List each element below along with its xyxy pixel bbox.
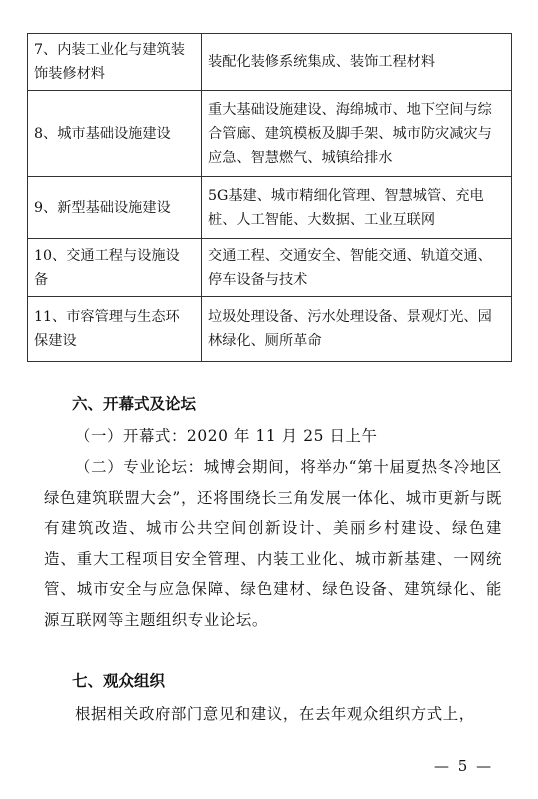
table-row [28, 297, 512, 362]
forum-paragraph: （二）专业论坛：城博会期间，将举办“第十届夏热冬冷地区绿色建筑联盟大会”，还将围绕长三角发展一体化、城市更新与既有建筑改造、城市公共空间创新设计、美丽乡村建设、绿色建造、重大工程项目安全管理、内装工业化、城市新基建、一网统管、城市安全与应急保障、绿色建材、绿色设备、建筑绿化、能源互联网等主题组织专业论坛。 [44, 458, 502, 629]
category-cell: 11、市容管理与生态环保建设 [28, 297, 202, 362]
section-heading-opening: 六、开幕式及论坛 [72, 395, 197, 413]
audience-paragraph: 根据相关政府部门意见和建议，在去年观众组织方式上， [75, 705, 475, 723]
table-row [28, 91, 512, 177]
category-cell: 8、城市基础设施建设 [28, 91, 202, 177]
category-cell: 10、交通工程与设施设备 [28, 239, 202, 297]
exhibit-category-table [27, 33, 512, 362]
section-heading-audience: 七、观众组织 [72, 672, 166, 690]
content-cell: 5G基建、城市精细化管理、智慧城管、充电桩、人工智能、大数据、工业互联网 [202, 177, 512, 239]
category-cell: 9、新型基础设施建设 [28, 177, 202, 239]
category-cell: 7、内装工业化与建筑装饰装修材料 [28, 34, 202, 91]
table-row [28, 34, 512, 91]
content-cell: 垃圾处理设备、污水处理设备、景观灯光、园林绿化、厕所革命 [202, 297, 512, 362]
table-row [28, 177, 512, 239]
table-row [28, 239, 512, 297]
content-cell: 交通工程、交通安全、智能交通、轨道交通、停车设备与技术 [202, 239, 512, 297]
content-cell: 重大基础设施建设、海绵城市、地下空间与综合管廊、建筑模板及脚手架、城市防灾减灾与应急、智慧燃气、城镇给排水 [202, 91, 512, 177]
opening-ceremony-line: （一）开幕式：2020 年 11 月 25 日上午 [75, 427, 378, 445]
content-cell: 装配化装修系统集成、装饰工程材料 [202, 34, 512, 91]
page-number: — 5 — [434, 757, 494, 775]
